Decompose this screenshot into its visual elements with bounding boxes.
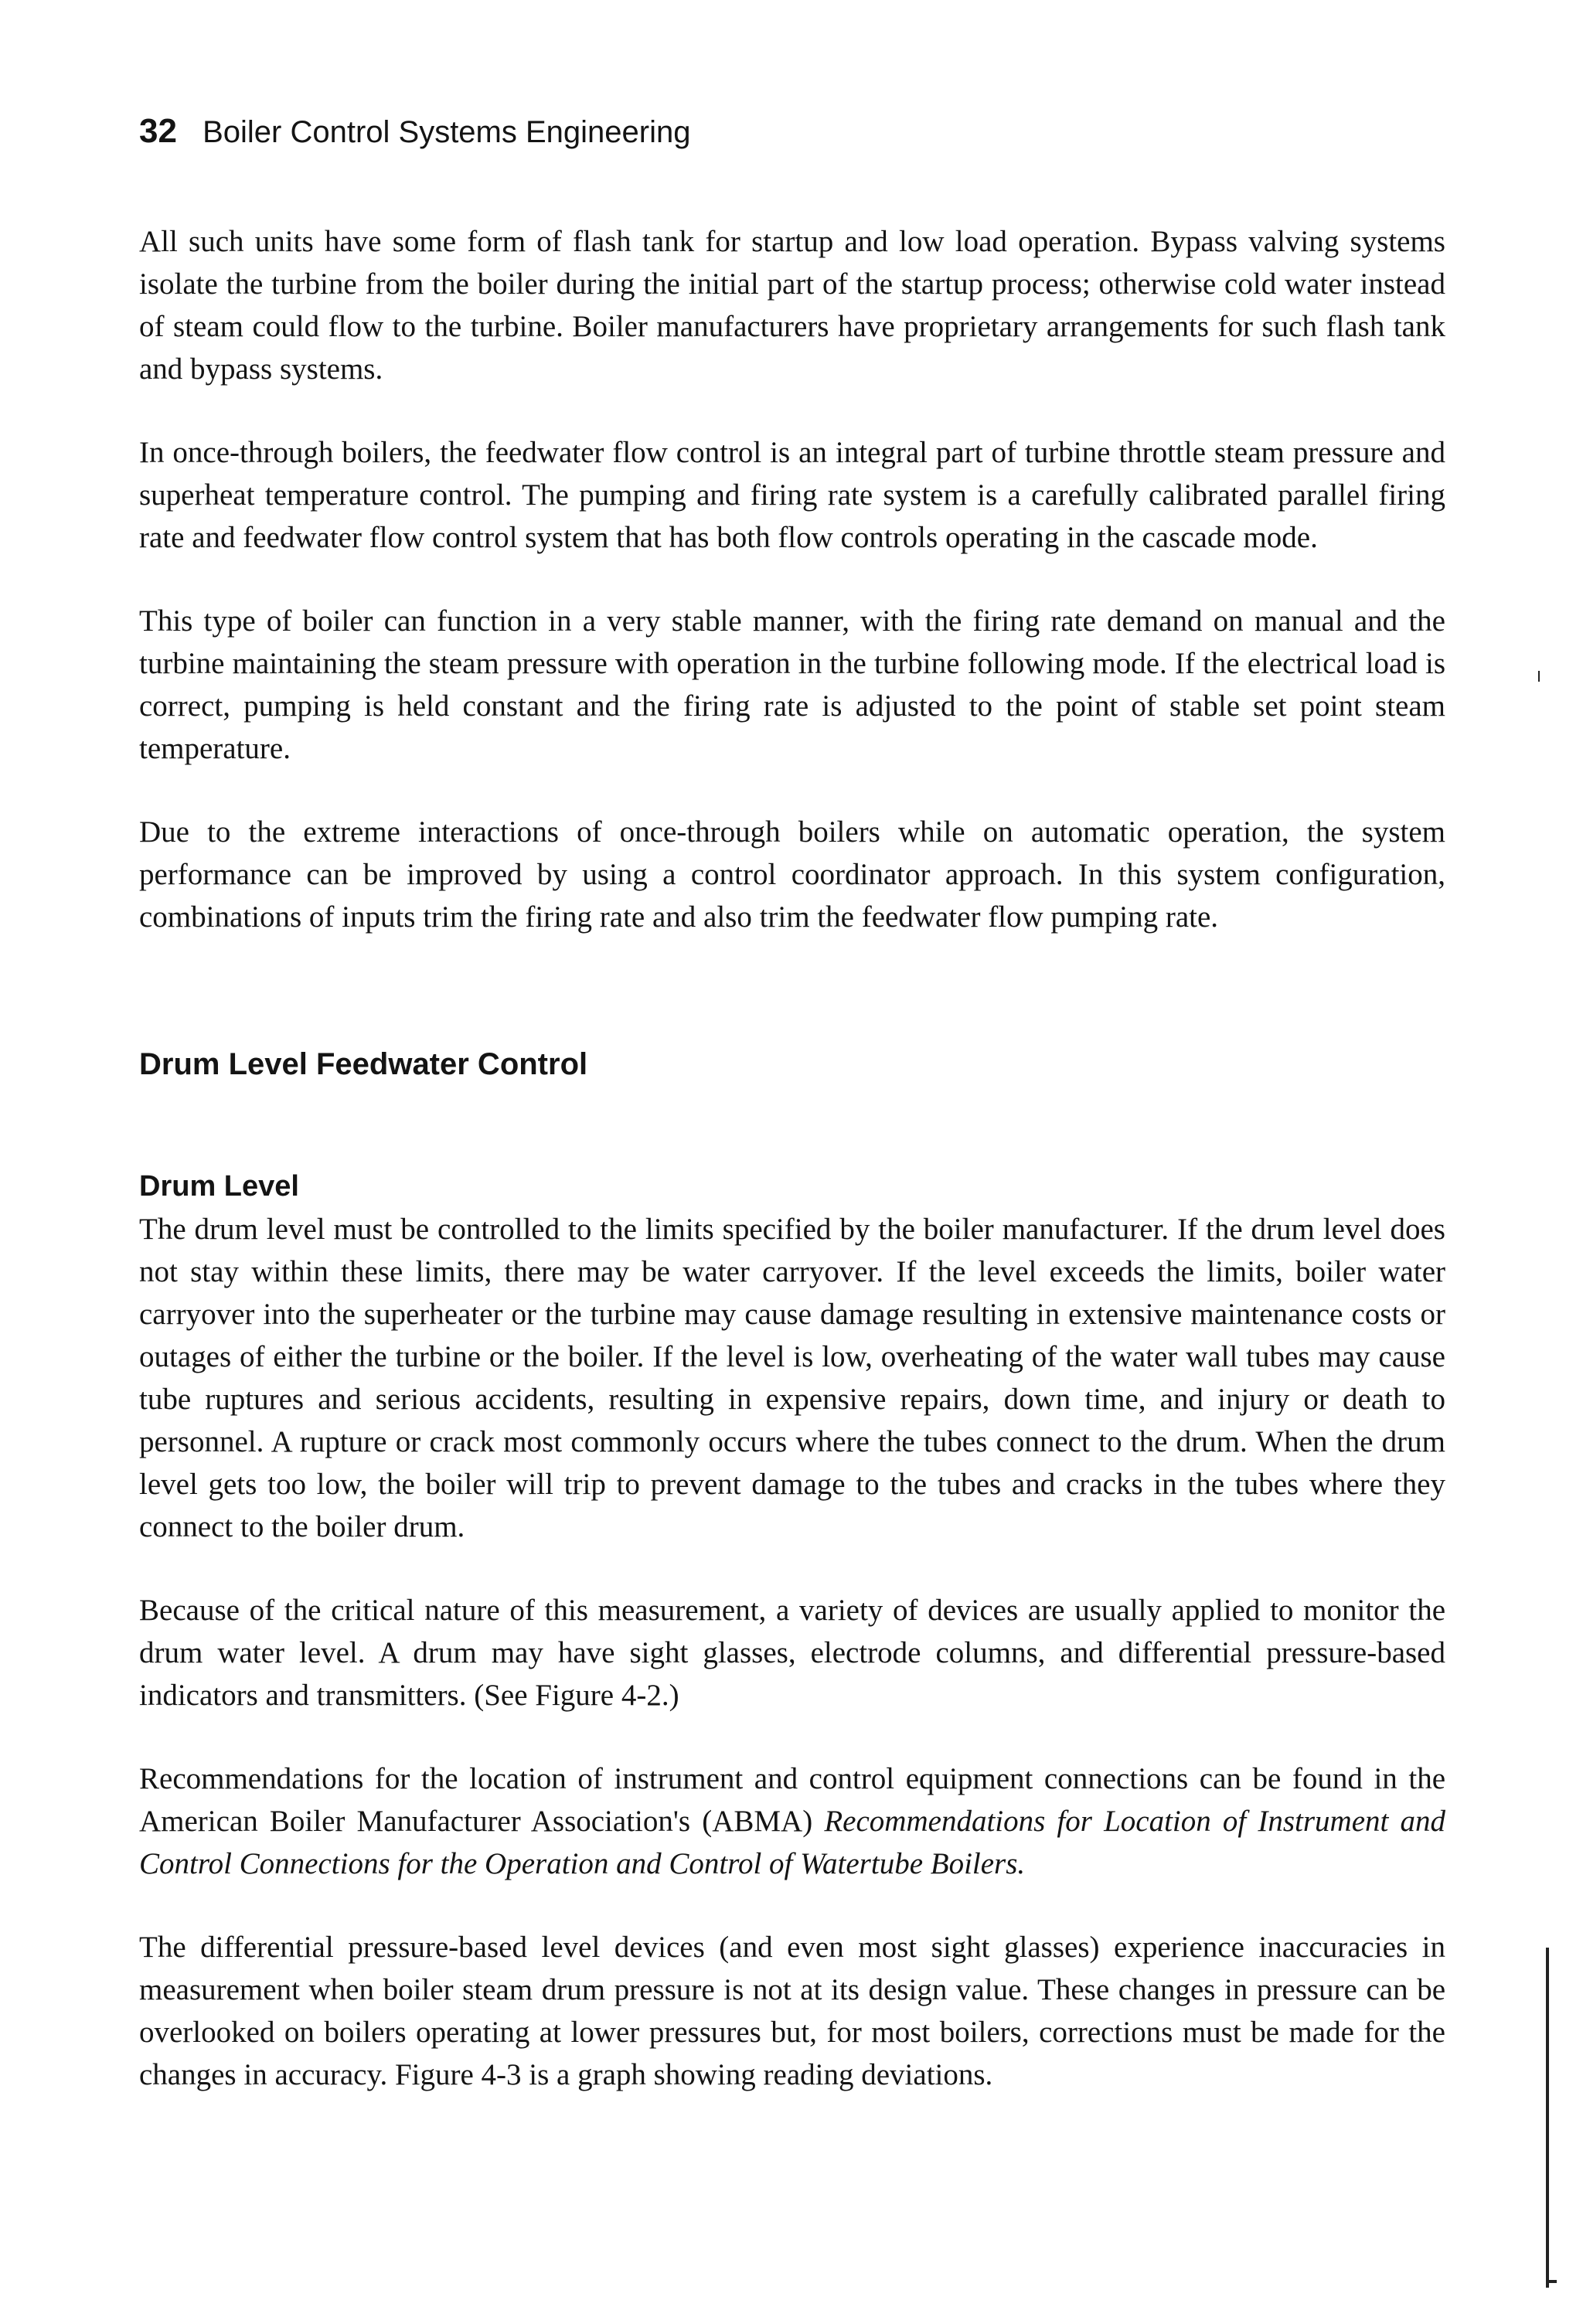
paragraph-flash-tank: All such units have some form of flash tank for startup and low load operation. Bypass valving systems isolate the turbine from the boiler during the initial part of the startup process; otherwise cold water instead of steam could flow to the turbine. Boiler manufacturers have proprietary arrangements for such flash tank and bypass systems. bbox=[139, 225, 1445, 386]
paragraph-control-coordinator: Due to the extreme interactions of once-through boilers while on automatic operation, the system performance can be improved by using a control coordinator approach. In this system configuration, combinations of inputs trim the firing rate and also trim the feedwater flow pumping rate. bbox=[139, 815, 1445, 934]
subsection-heading: Drum Level bbox=[139, 1170, 299, 1203]
abma-lead-text: Recommendations for the location of instrument and control equipment connections can be found in the American Boiler Manufacturer Association's (ABMA) bbox=[139, 1762, 1445, 1838]
paragraph-drum-level-limits: The drum level must be controlled to the limits specified by the boiler manufacturer. If the drum level does not stay within these limits, there may be water carryover. If the level exceeds the limits, boiler water carryover into the superheater or the turbine may cause damage resulting in extensive maintenance costs or outages of either the turbine or the boiler. If the level is low, overheating of the water wall tubes may cause tube ruptures and serious accidents, resulting in expensive repairs, down time, and injury or death to personnel. A rupture or crack most commonly occurs where the tubes connect to the drum. When the drum level gets too low, the boiler will trip to prevent damage to the tubes and cracks in the tubes where they connect to the boiler drum. bbox=[139, 1213, 1445, 1543]
margin-tick-mark bbox=[1538, 671, 1540, 682]
paragraph-abma-recommendations bbox=[139, 1757, 1445, 1885]
paragraph-pressure-inaccuracies: The differential pressure-based level devices (and even most sight glasses) experience inaccuracies in measurement when boiler steam drum pressure is not at its design value. These changes in pressure can be overlooked on boilers operating at lower pressures but, for most boilers, corrections must be made for the changes in accuracy. Figure 4-3 is a graph showing reading deviations. bbox=[139, 1931, 1445, 2091]
margin-scan-line-foot bbox=[1546, 2280, 1557, 2283]
paragraph-level-devices: Because of the critical nature of this measurement, a variety of devices are usually applied to monitor the drum water level. A drum may have sight glasses, electrode columns, and differential pressure-based indicators and transmitters. (See Figure 4-2.) bbox=[139, 1594, 1445, 1712]
abma-reference-title: Recommendations for Location of Instrument and Control Connections for the Operation and Control of Watertube Boilers. bbox=[139, 1805, 1446, 1880]
paragraph-once-through-control: In once-through boilers, the feedwater flow control is an integral part of turbine throttle steam pressure and superheat temperature control. The pumping and firing rate system is a carefully calibrated parallel firing rate and feedwater flow control system that has both flow controls operating in the cascade mode. bbox=[139, 436, 1445, 554]
section-heading: Drum Level Feedwater Control bbox=[139, 1047, 588, 1081]
running-title: Boiler Control Systems Engineering bbox=[203, 115, 691, 149]
paragraph-stable-operation: This type of boiler can function in a very stable manner, with the firing rate demand on manual and the turbine maintaining the steam pressure with operation in the turbine following mode. If the electrical load is correct, pumping is held constant and the firing rate is adjusted to the point of stable set point steam temperature. bbox=[139, 604, 1445, 765]
page-number: 32 bbox=[139, 112, 177, 150]
body-text bbox=[139, 220, 1445, 2137]
margin-scan-line bbox=[1546, 1948, 1549, 2288]
running-header bbox=[139, 113, 690, 151]
